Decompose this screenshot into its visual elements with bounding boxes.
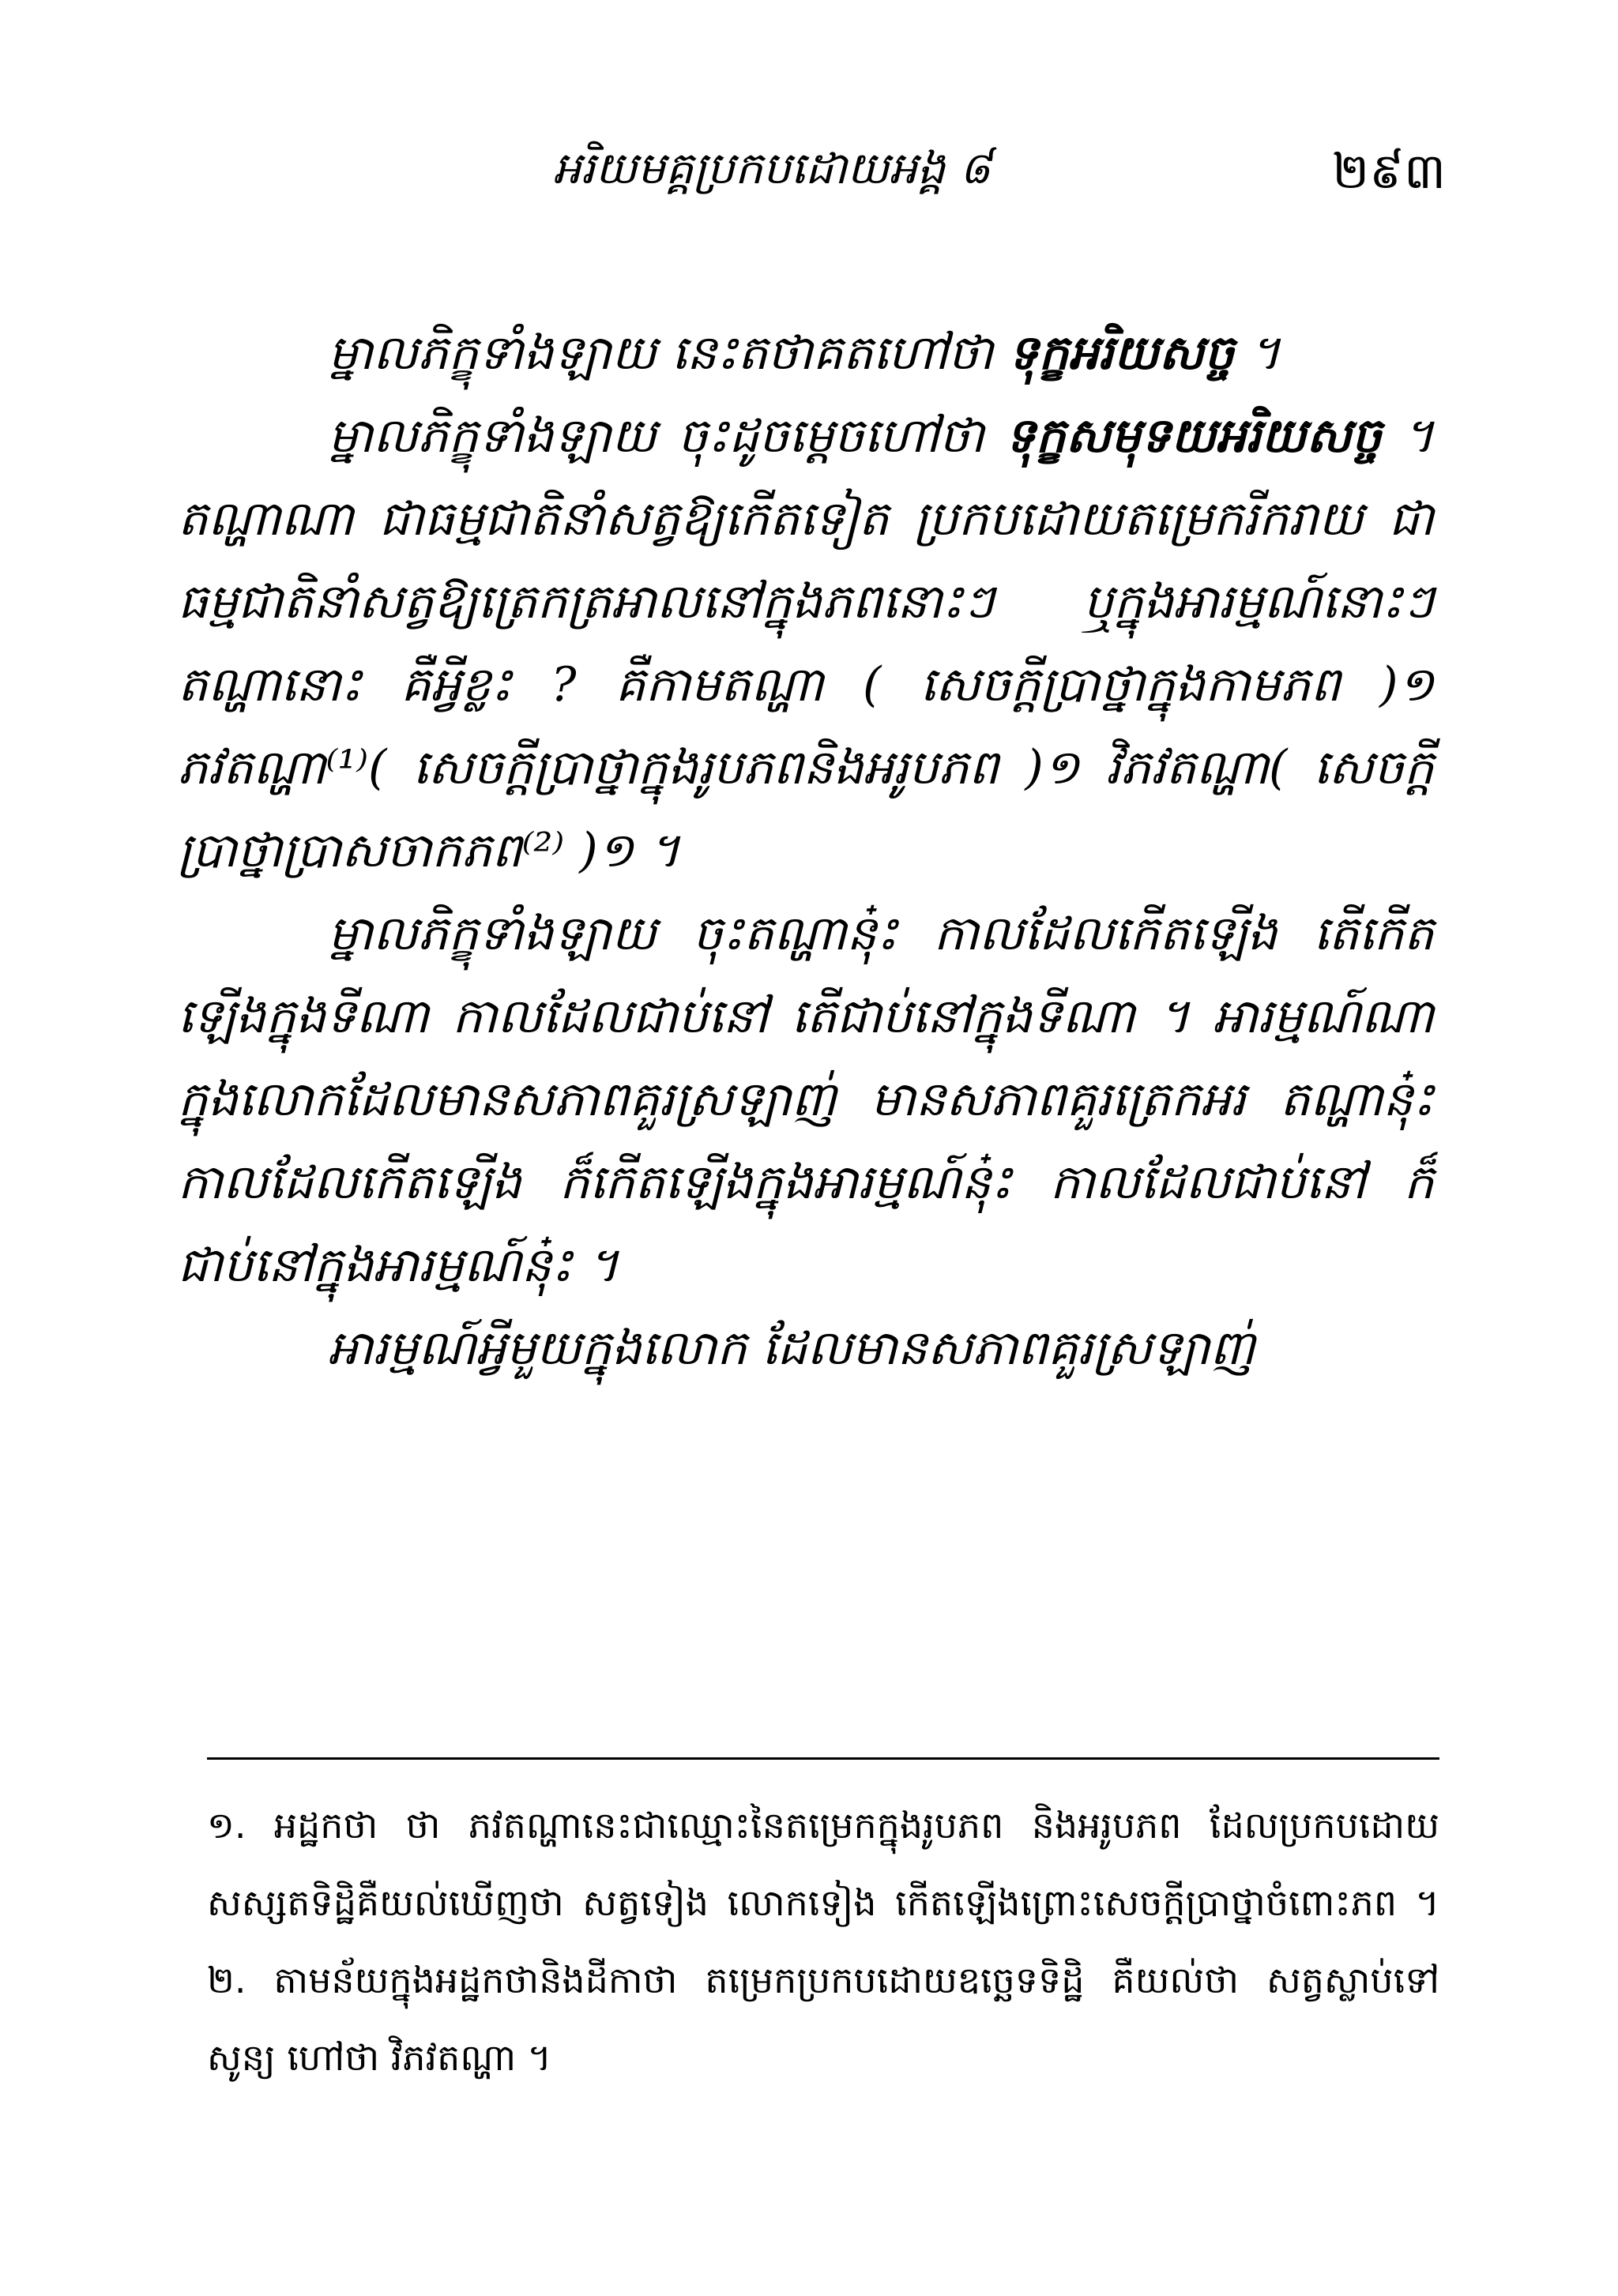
- paragraph-2-text: ម្នាលភិក្ខុទាំងឡាយ ចុះដូចម្តេចហៅថា: [328, 408, 1006, 464]
- term-dukkha-ariya-sacca: ទុក្ខអរិយសច្ច: [1008, 325, 1235, 381]
- paragraph-1: [178, 312, 1434, 395]
- footnote-divider: [207, 1757, 1439, 1760]
- running-header: [0, 141, 1618, 212]
- body-text: [178, 312, 1434, 1390]
- page-number: ២៩៣: [1332, 142, 1446, 200]
- paragraph-1-end: ។: [1234, 325, 1281, 381]
- term-dukkha-samudaya-ariya-sacca: ទុក្ខសមុទយអរិយសច្ច: [1005, 408, 1382, 464]
- footnotes: [207, 1787, 1439, 2096]
- footnote-text: ១. អដ្ឋកថា ថា ភវតណ្ហានេះជាឈ្មោះនៃតម្រេកក្នុងរូបភព និងអរូបភព ដែលប្រកបដោយសស្សតទិដ្ឋិគឺយល់ឃើញថា សត្វទៀង លោកទៀង កើតឡើងព្រោះសេចក្តីប្រាថ្នាចំពោះភព ។ ២. តាមន័យក្នុងអដ្ឋកថានិងដីកាថា តម្រេកប្រកបដោយឧច្ឆេទទិដ្ឋិ គឺយល់ថា សត្វស្លាប់ទៅសូន្យ ហៅថា វិភវតណ្ហា ។: [207, 1804, 1439, 2079]
- paragraph-3: ម្នាលភិក្ខុទាំងឡាយ ចុះតណ្ហានុ៎ះ កាលដែលកើតឡើង តើកើតឡើងក្នុងទីណា កាលដែលជាប់នៅ តើជាប់នៅក្នុងទីណា ។ អារម្មណ៍ណា ក្នុងលោកដែលមានសភាពគួរស្រឡាញ់ មានសភាពគួរត្រេកអរ តណ្ហានុ៎ះ កាលដែលកើតឡើង ក៏កើតឡើងក្នុងអារម្មណ៍នុ៎ះ កាលដែលជាប់នៅ ក៏ជាប់នៅក្នុងអារម្មណ៍នុ៎ះ ។: [178, 906, 1434, 1293]
- header-title: អរិយមគ្គប្រកបដោយអង្គ ៨: [553, 143, 991, 194]
- paragraph-2: [178, 395, 1434, 892]
- paragraph-2-rest: ។ តណ្ហាណា ជាធម្មជាតិនាំសត្វឱ្យកើតទៀត ប្រកបដោយតម្រេករីករាយ ជាធម្មជាតិនាំសត្វឱ្យត្រេកត្រអាលនៅក្នុងភពនោះៗ ឬក្នុងអារម្មណ៍នោះៗ តណ្ហានោះ គឺអ្វីខ្លះ ? គឺកាមតណ្ហា ( សេចក្តីប្រាថ្នាក្នុងកាមភព )១ ភវតណ្ហា⁽¹⁾( សេចក្តីប្រាថ្នាក្នុងរូបភពនិងអរូបភព )១ វិភវតណ្ហា( សេចក្តីប្រាថ្នាប្រាសចាកភព⁽²⁾ )១ ។: [178, 408, 1435, 878]
- paragraph-4: អារម្មណ៍អ្វីមួយក្នុងលោក ដែលមានសភាពគួរស្រឡាញ់: [328, 1321, 1255, 1376]
- paragraph-1-text: ម្នាលភិក្ខុទាំងឡាយ នេះតថាគតហៅថា: [328, 325, 1009, 381]
